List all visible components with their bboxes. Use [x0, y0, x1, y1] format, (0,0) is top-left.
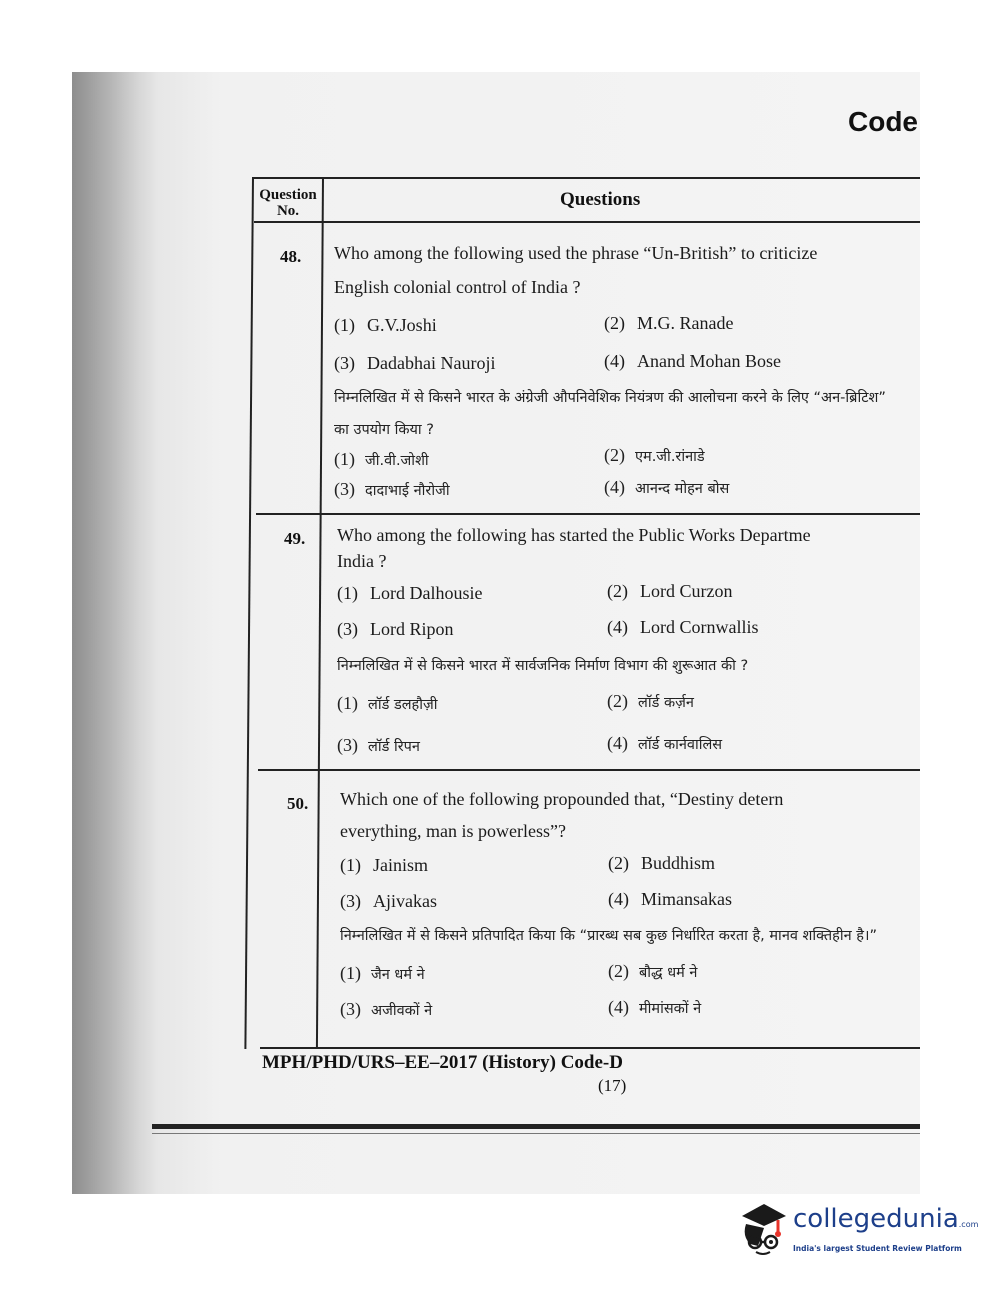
- bottom-rule: [152, 1124, 920, 1129]
- footer-code: MPH/PHD/URS–EE–2017 (History) Code-D: [262, 1052, 623, 1073]
- scanned-page: [72, 72, 920, 1194]
- question-text-hi: का उपयोग किया ?: [334, 422, 434, 438]
- option-en: (2) M.G. Ranade: [604, 313, 734, 333]
- question-text-en: everything, man is powerless”?: [340, 821, 566, 841]
- header-bottom-border: [254, 221, 920, 223]
- row-divider-48-49: [256, 513, 920, 515]
- code-header: Code: [848, 106, 918, 137]
- option-en: (3) Lord Ripon: [337, 619, 454, 639]
- option-hi: (3) लॉर्ड रिपन: [337, 735, 420, 755]
- option-en: (1) G.V.Joshi: [334, 315, 437, 335]
- question-text-en: Which one of the following propounded that, “Destiny detern: [340, 789, 784, 809]
- option-hi: (2) बौद्ध धर्म ने: [608, 961, 698, 981]
- question-text-en: English colonial control of India ?: [334, 277, 581, 297]
- table-top-border: [252, 177, 920, 179]
- option-en: (1) Jainism: [340, 855, 429, 875]
- page-number: (17): [598, 1076, 627, 1095]
- option-en: (4) Lord Cornwallis: [607, 617, 759, 637]
- header-question-no: Question No.: [259, 187, 317, 219]
- logo-brand: collegedunia.com: [793, 1204, 979, 1234]
- question-text-en: India ?: [337, 551, 387, 571]
- question-number: 49.: [284, 529, 306, 548]
- logo-tagline: India's largest Student Review Platform: [793, 1244, 962, 1253]
- option-hi: (4) मीमांसकों ने: [608, 997, 702, 1017]
- option-en: (2) Lord Curzon: [607, 581, 733, 601]
- question-text-en: Who among the following used the phrase “Un-British” to criticize: [334, 243, 818, 263]
- column-divider: [316, 177, 324, 1049]
- option-en: (4) Anand Mohan Bose: [604, 351, 781, 371]
- option-hi: (1) जैन धर्म ने: [340, 963, 425, 983]
- page-fold-shadow: [72, 72, 157, 1194]
- table-left-border: [244, 177, 254, 1049]
- option-en: (3) Ajivakas: [340, 891, 437, 911]
- option-hi: (2) एम.जी.रांनाडे: [604, 445, 705, 465]
- question-text-en: Who among the following has started the Public Works Departme: [337, 525, 811, 545]
- bottom-rule-thin: [152, 1133, 920, 1134]
- option-hi: (3) दादाभाई नौरोजी: [334, 479, 450, 499]
- mascot-icon: [738, 1198, 790, 1258]
- header-questions: Questions: [560, 189, 641, 210]
- option-hi: (1) जी.वी.जोशी: [334, 449, 429, 469]
- option-hi: (2) लॉर्ड कर्ज़न: [607, 691, 694, 711]
- row-divider-49-50: [258, 769, 920, 771]
- option-hi: (4) आनन्द मोहन बोस: [604, 477, 730, 497]
- question-text-hi: निम्नलिखित में से किसने प्रतिपादित किया कि “प्रारब्ध सब कुछ निर्धारित करता है, मानव शक्तिहीन है।”: [340, 928, 878, 944]
- option-en: (3) Dadabhai Nauroji: [334, 353, 496, 373]
- table-bottom-border: [260, 1047, 920, 1049]
- option-en: (4) Mimansakas: [608, 889, 732, 909]
- option-hi: (4) लॉर्ड कार्नवालिस: [607, 733, 723, 753]
- question-text-hi: निम्नलिखित में से किसने भारत के अंग्रेजी औपनिवेशिक नियंत्रण की आलोचना करने के लिए “अन-ब्रिटिश”: [334, 390, 886, 406]
- option-en: (1) Lord Dalhousie: [337, 583, 483, 603]
- question-table: [252, 177, 920, 1057]
- option-hi: (3) अजीवकों ने: [340, 999, 433, 1019]
- collegedunia-logo: [738, 1198, 979, 1260]
- question-number: 48.: [280, 247, 302, 266]
- question-number: 50.: [287, 794, 309, 813]
- question-text-hi: निम्नलिखित में से किसने भारत में सार्वजनिक निर्माण विभाग की शुरूआत की ?: [337, 658, 749, 674]
- option-hi: (1) लॉर्ड डलहौज़ी: [337, 693, 438, 713]
- option-en: (2) Buddhism: [608, 853, 716, 873]
